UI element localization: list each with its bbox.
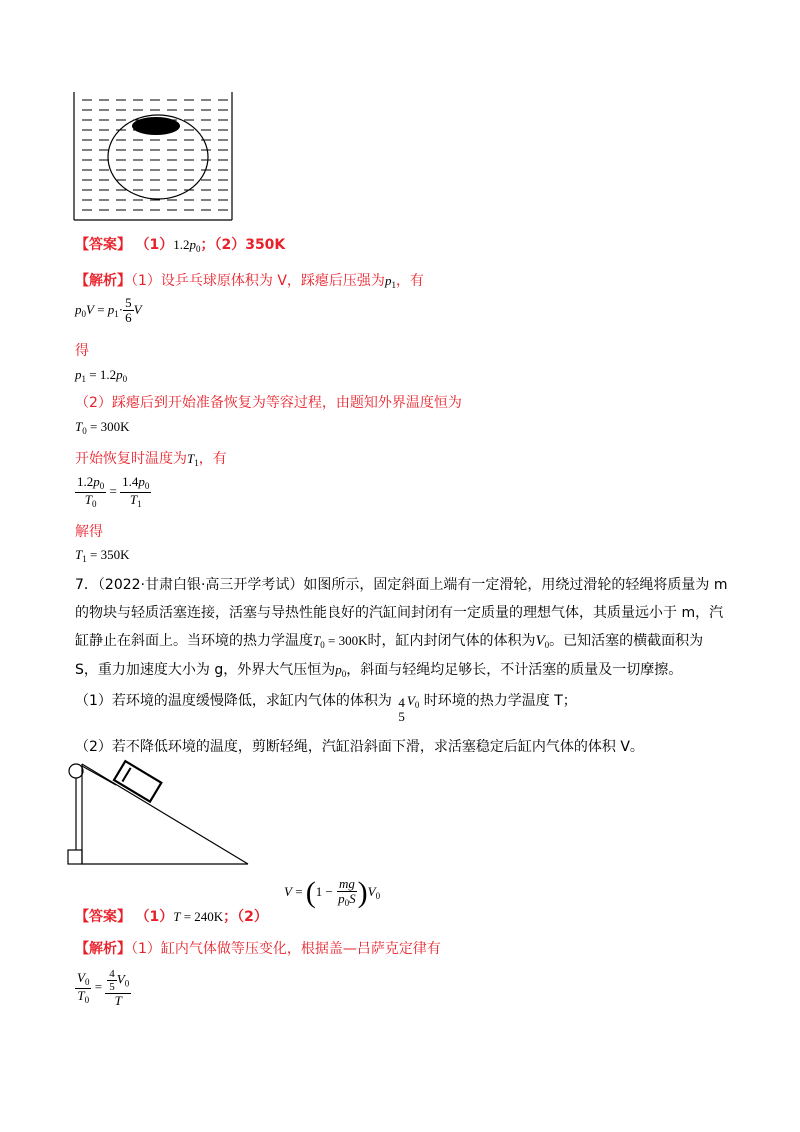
recover-end: ，有 (198, 451, 227, 467)
analysis-text1-end: ，有 (395, 273, 424, 289)
problem7-line4a: S，重力加速度大小为 g，外界大气压恒为 (75, 662, 336, 678)
q1-frac-den: 5 (398, 709, 405, 725)
problem7-line3: 缸静止在斜面上。当环境的热力学温度$T_0 = 300K$时，缸内封闭气体的体积为$V_0$。已知活塞的横截面积为 (75, 633, 704, 650)
pulley (69, 764, 83, 778)
analysis-label: 【解析】 (75, 273, 131, 289)
answer-sep: ；（2） (200, 237, 246, 253)
answer-line-prev (75, 234, 285, 254)
equation-gay-lussac: $\frac{V_0}{T_0}$ = $\frac{4}{5}$ $V_0$ T (77, 968, 130, 1009)
problem7-line2: 的物块与轻质活塞连接，活塞与导热性能良好的汽缸间封闭有一定质量的理想气体，其质量远小于 m，汽 (75, 605, 724, 621)
p7-answer-part1: （1） (135, 909, 174, 925)
recover-text: 开始恢复时温度为 (75, 451, 187, 467)
t0-value: 300K (100, 419, 130, 434)
p7-answer-sep: ；（2） (223, 909, 268, 925)
answer-expr1: $1.2p_0$ (173, 237, 201, 254)
answer-val1: 1.2 (173, 237, 190, 252)
problem7-line3a: 缸静止在斜面上。当环境的热力学温度 (75, 633, 313, 649)
frac-left-num: 1.2 (77, 474, 94, 489)
eq2-coef: 1.2 (99, 367, 117, 382)
equation-3: $\frac{1.2p_0}{T_0}$ = $\frac{1.4p_0}{T_1}$ (77, 474, 150, 509)
tank-figure (68, 92, 238, 227)
problem7-line1: 7．（2022·甘肃白银·高三开学考试）如图所示，固定斜面上端有一定滑轮，用绕过滑轮的轻绳将质量为 m (75, 577, 728, 593)
incline-figure (68, 758, 268, 868)
formula-mg: mg (338, 876, 355, 891)
answer-line-p7: 【答案】 （1）T = 240K；（2） (75, 909, 268, 925)
answer-val2: 350K (245, 237, 286, 253)
dent-region (132, 117, 180, 135)
hanging-block (68, 850, 82, 864)
analysis-line1: 【解析】（1）设乒乓球原体积为 V，踩瘪后压强为$p_1$，有 (75, 273, 424, 290)
cylinder (114, 761, 161, 801)
equation-t0: $T_0 = 300K$ (75, 419, 130, 436)
problem7-q1: （1）若环境的温度缓慢降低，求缸内气体的体积为 4 5 $V_0$ 时环境的热力学温度 T； (75, 693, 577, 725)
problem7-line4b: ，斜面与轻绳均足够长，不计活塞的质量及一切摩擦。 (346, 662, 683, 678)
t1-value: 350K (100, 547, 130, 562)
part2-text: （2）踩瘪后到开始准备恢复为等容过程，由题知外界温度恒为 (75, 395, 462, 411)
p7-analysis-label: 【解析】 (75, 941, 131, 957)
problem7-q2: （2）若不降低环境的温度，剪断轻绳，汽缸沿斜面下滑，求活塞稳定后缸内气体的体积 V。 (75, 739, 644, 755)
p7-answer-t: 240K (194, 909, 224, 924)
p7-answer-label: 【答案】 (75, 909, 131, 925)
equation-t1: $T_1 = 350K$ (75, 547, 130, 564)
frac-right-num: 1.4 (122, 474, 139, 489)
equation-1: $p_0V = p_1\cdot$ $\frac{5}{6}$ V (75, 295, 142, 326)
problem7-line3b: 时，缸内封闭气体的体积为 (367, 633, 536, 649)
jiede-label: 解得 (75, 524, 103, 540)
de-label: 得 (75, 343, 89, 359)
equation-2: $p_1 = 1.2p_0$ (75, 367, 128, 384)
p7-analysis-line1 (75, 938, 441, 958)
q1-text-a: （1）若环境的温度缓慢降低，求缸内气体的体积为 (75, 693, 392, 709)
q1-text-b: 时环境的热力学温度 T； (423, 693, 577, 709)
answer-part1: （1） (135, 237, 174, 253)
analysis-text1: （1）设乒乓球原体积为 V，踩瘪后压强为 (131, 273, 385, 289)
problem7-line4: S，重力加速度大小为 g，外界大气压恒为$p_0$，斜面与轻绳均足够长，不计活塞的质量及一切摩擦。 (75, 662, 683, 679)
eq1-num: 5 (125, 295, 132, 310)
piston (122, 768, 130, 782)
volume-formula: V = (1 − $\frac{mg}{p_0S}$ )$V_0$ (284, 876, 381, 910)
recover-line: 开始恢复时温度为$T_1$，有 (75, 451, 227, 468)
problem7-line3c: 。已知活塞的横截面积为 (549, 633, 704, 649)
eq1-den: 6 (125, 310, 132, 326)
formula-one: 1 (315, 884, 323, 900)
p7-analysis-text: （1）缸内气体做等压变化，根据盖—吕萨克定律有 (131, 941, 441, 957)
problem7-temp: 300K (338, 633, 368, 648)
q1-frac-num: 4 (398, 695, 405, 710)
answer-label: 【答案】 (75, 237, 131, 253)
